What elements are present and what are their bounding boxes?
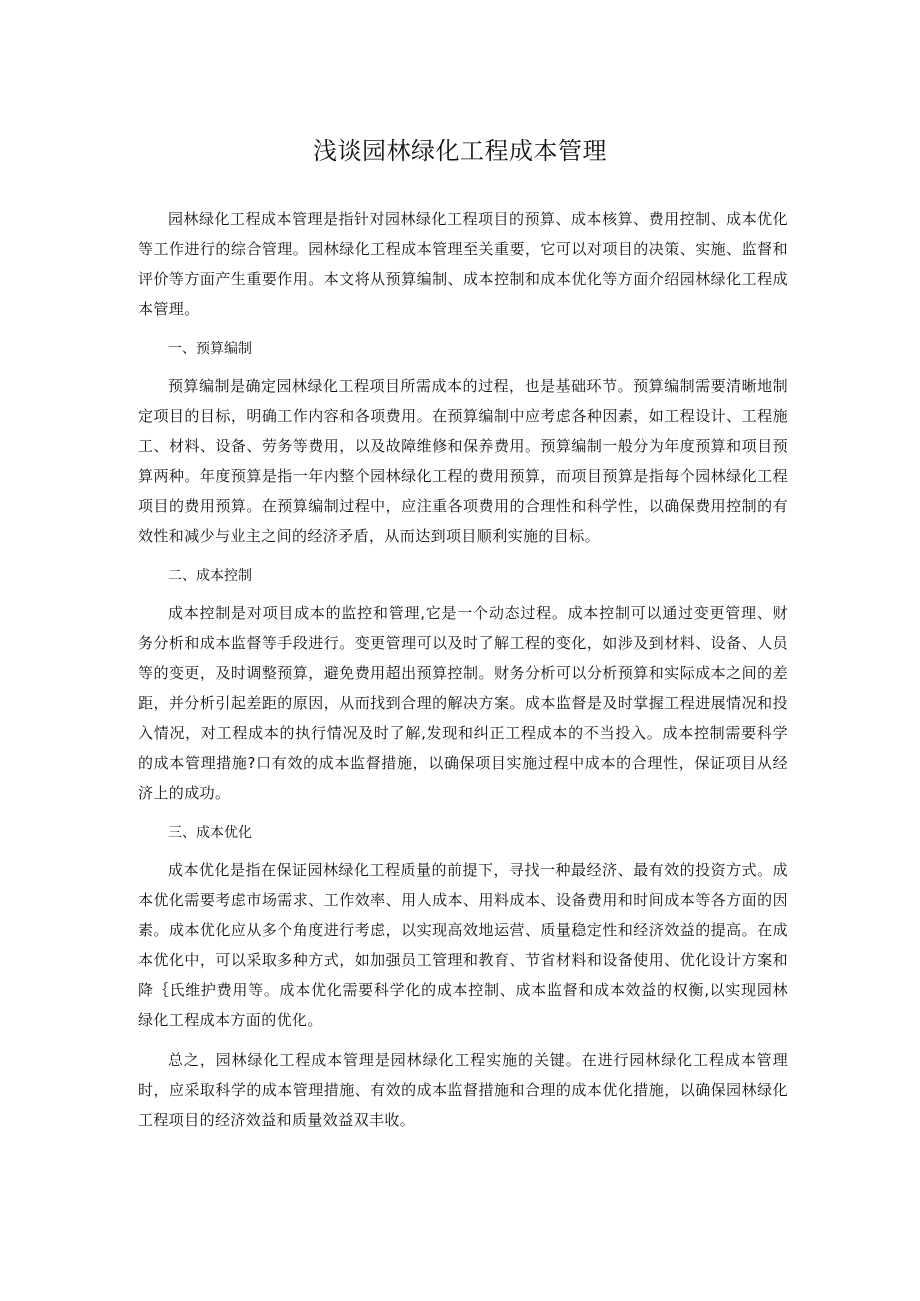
section-heading: 一、预算编制 <box>168 341 252 357</box>
document-title: 浅谈园林绿化工程成本管理 <box>313 137 607 165</box>
section-paragraph: 预算编制是确定园林绿化工程项目所需成本的过程，也是基础环节。预算编制需要清晰地制定项目的目标，明确工作内容和各项费用。在预算编制中应考虑各种因素，如工程设计、工程施工、材料、设备、劳务等费用，以及故障维修和保养费用。预算编制一般分为年度预算和项目预算两种。年度预算是指一年内整个园林绿化工程的费用预算，而项目预算是指每个园林绿化工程项目的费用预算。在预算编制过程中，应注重各项费用的合理性和科学性，以确保费用控制的有效性和减少与业主之间的经济矛盾，从而达到项目顺利实施的目标。 <box>138 377 788 545</box>
section-paragraph: 成本控制是对项目成本的监控和管理,它是一个动态过程。成本控制可以通过变更管理、财务分析和成本监督等手段进行。变更管理可以及时了解工程的变化，如涉及到材料、设备、人员等的变更，及时调整预算，避免费用超出预算控制。财务分析可以分析预算和实际成本之间的差距，并分析引起差距的原因，从而找到合理的解决方案。成本监督是及时掌握工程进展情况和投入情况，对工程成本的执行情况及时了解,发现和纠正工程成本的不当投入。成本控制需要科学的成本管理措施?口有效的成本监督措施，以确保项目实施过程中成本的合理性，保证项目从经济上的成功。 <box>138 604 788 802</box>
intro-paragraph: 园林绿化工程成本管理是指针对园林绿化工程项目的预算、成本核算、费用控制、成本优化等工作进行的综合管理。园林绿化工程成本管理至关重要，它可以对项目的决策、实施、监督和评价等方面产生重要作用。本文将从预算编制、成本控制和成本优化等方面介绍园林绿化工程成本管理。 <box>138 210 788 318</box>
section-heading: 三、成本优化 <box>168 825 252 841</box>
section-budget <box>138 334 788 551</box>
section-heading: 二、成本控制 <box>168 568 252 584</box>
document-body <box>138 204 788 1135</box>
section-cost-optimization <box>138 818 788 1035</box>
conclusion-paragraph: 总之，园林绿化工程成本管理是园林绿化工程实施的关键。在进行园林绿化工程成本管理时，应采取科学的成本管理措施、有效的成本监督措施和合理的成本优化措施，以确保园林绿化工程项目的经济效益和质量效益双丰收。 <box>138 1051 788 1129</box>
section-paragraph: 成本优化是指在保证园林绿化工程质量的前提下，寻找一种最经济、最有效的投资方式。成本优化需要考虑市场需求、工作效率、用人成本、用料成本、设备费用和时间成本等各方面的因素。成本优化应从多个角度进行考虑，以实现高效地运营、质量稳定性和经济效益的提高。在成本优化中，可以采取多种方式，如加强员工管理和教育、节省材料和设备使用、优化设计方案和降｛氏维护费用等。成本优化需要科学化的成本控制、成本监督和成本效益的权衡,以实现园林绿化工程成本方面的优化。 <box>138 861 788 1029</box>
section-cost-control <box>138 561 788 808</box>
